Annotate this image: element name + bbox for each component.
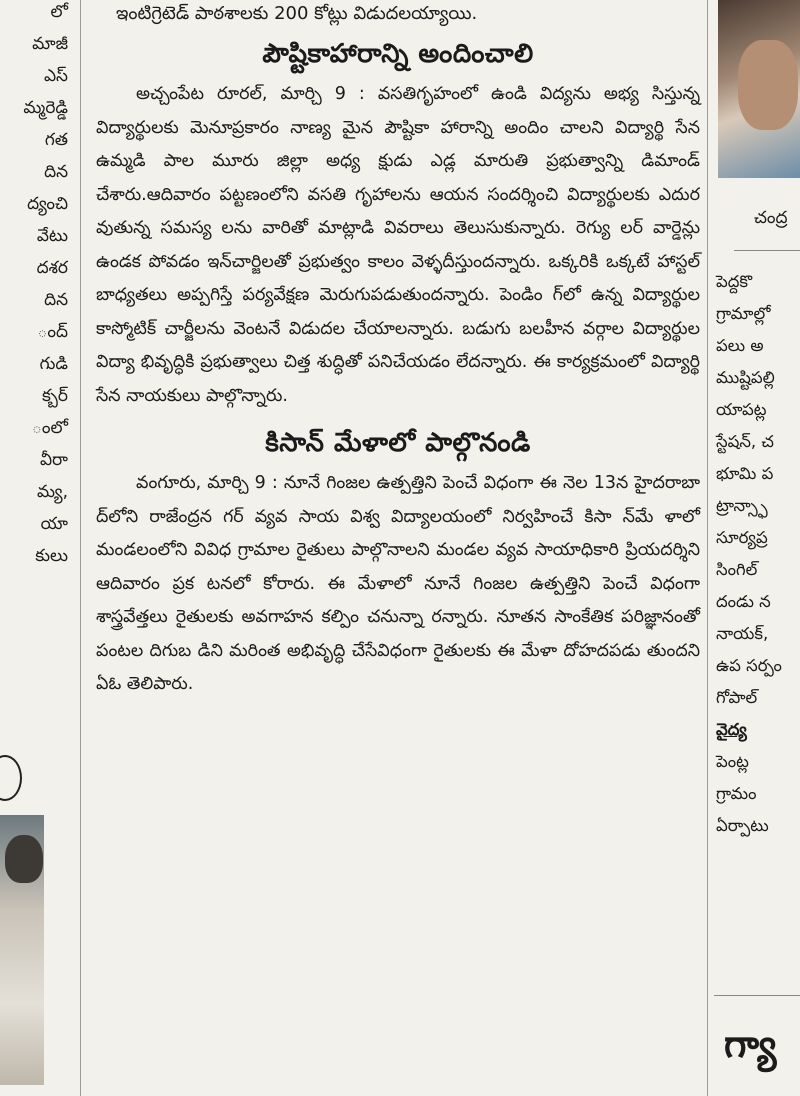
left-fragment-line: మాజీ (32, 34, 68, 54)
right-fragment-line: ట్రాన్స్ఫా (716, 496, 768, 515)
right-fragment-b-line: గ్రామం (716, 784, 757, 803)
right-fragment-line: యాపట్ల (716, 400, 767, 419)
right-divider (714, 995, 800, 996)
right-fragments-group-2 (716, 746, 800, 842)
right-fragment-line: సూర్యప్ర (716, 528, 768, 547)
right-column-fragments (716, 266, 800, 842)
right-fragment-line: గ్రామాల్లో (716, 304, 771, 323)
left-fragment-line: యా (40, 514, 68, 534)
left-fragment-line: క్బర్ (41, 386, 68, 406)
left-circle-graphic (0, 755, 22, 801)
right-fragment-line: భూమి ప (716, 464, 774, 483)
right-fragment-line: నాయక్, (716, 624, 769, 643)
right-fragment-line: ఉప సర్పం (716, 656, 782, 675)
article2-body: వంగూరు, మార్చి 9 : నూనే గింజల ఉత్పత్తిని పెంచే విధంగా ఈ నెల 13న హైదరాబా ద్‌లోని రాజేంద్రన గర్ వ్యవ సాయ విశ్వ విద్యాలయంలో నిర్వహించే కిసా న్‌మే ళాలో మండలంలోని వివిధ గ్రామాల రైతులు పాల్గొనాలని మండల వ్యవ సాయాధికారి ప్రియదర్శిని ఆదివారం ప్రక టనలో కోరారు. ఈ మేళాలో నూనే గింజల ఉత్పత్తిని పెంచే విధంగా శాస్త్రవేత్తలు రైతులకు అవగాహన కల్పిం చనున్నా రన్నారు. నూతన సాంకేతిక పరిజ్ఞానంతో పంటల దిగుబ డిని మరింత అభివృద్ధి చేసేవిధంగా రైతులకు ఈ మేళా దోహదపడు తుందని ఏఓ తెలిపారు. (96, 473, 700, 694)
person-face-graphic (738, 40, 798, 130)
left-fragment-line: ద్యంచి (27, 194, 68, 214)
right-column (714, 0, 800, 1096)
left-column-fragments (0, 0, 74, 572)
right-subheadline: వైద్య (716, 720, 747, 739)
person-head-graphic (5, 835, 43, 883)
caption-divider (734, 250, 800, 251)
previous-article-last-line: ఇంటిగ్రెటెడ్ పాఠశాలకు 200 కోట్లు విడుదలయ్యాయి. (116, 3, 478, 24)
column-divider-right (707, 0, 708, 1096)
article1-body: అచ్చంపేట రూరల్, మార్చి 9 : వసతిగృహంలో ఉండి విద్యను అభ్య సిస్తున్న విద్యార్థులకు మెనూప్రకారం నాణ్య మైన పౌష్టికా హారాన్ని అందిం చాలని విద్యార్థి సేన ఉమ్మడి పాల మూరు జిల్లా అధ్య క్షుడు ఎడ్ల మారుతి ప్రభుత్వాన్ని డిమాండ్ చేశారు.ఆదివారం పట్టణంలోని వసతి గృహాలను ఆయన సందర్శించి విద్యార్థులకు ఎదుర వుతున్న సమస్య లను వారితో మాట్లాడి వివరాలు తెలుసుకున్నారు. రెగ్యు లర్ వార్డెన్లు ఉండక పోవడం ఇన్‌చార్జిలతో ప్రభుత్వం కాలం వెళ్ళదీస్తుందన్నారు. ఒక్కరికి ఒక్కటే హాస్టల్ బాధ్యతలు అప్పగిస్తే పర్యవేక్షణ మెరుగుపడుతుందన్నారు. పెండిం గ్‌లో ఉన్న విద్యార్థుల కాస్మోటిక్ చార్జీలను వెంటనే విడుదల చేయాలన్నారు. బడుగు బలహీన వర్గాల విద్యార్థుల విద్యా భివృద్ధికి ప్రభుత్వాలు చిత్త శుద్ధితో పనిచేయడం లేదన్నారు. ఈ కార్యక్రమంలో విద్యార్థి సేన నాయకులు పాల్గొన్నారు. (96, 84, 700, 406)
right-fragment-b-line: పెంట్ల (716, 752, 749, 771)
main-column (96, 0, 700, 1096)
left-fragment-line: దిన (44, 290, 68, 310)
right-fragment-line: దండు న (716, 592, 771, 611)
right-fragment-line: స్టేషన్, చ (716, 432, 774, 451)
right-fragment-line: సింగిల్ (716, 560, 758, 579)
left-fragment-line: వీరా (39, 450, 68, 470)
right-fragments-group-1 (716, 266, 800, 714)
right-fragment-line: పలు అ (716, 336, 764, 355)
left-fragment-line: ంద్ (37, 322, 68, 342)
left-fragment-line: ఎస్ (43, 66, 68, 86)
left-fragment-line: వేటు (36, 226, 68, 246)
article1-headline: పౌష్టికాహారాన్ని అందించాలి (262, 39, 534, 69)
left-fragment-line: దశర (36, 258, 68, 278)
left-fragment-line: దిన (44, 162, 68, 182)
photo-caption: చంద్ర (754, 208, 788, 228)
article2-headline: కిసాన్ మేళాలో పాల్గొనండి (265, 428, 531, 458)
right-fragment-line: ముష్టిపల్లి (716, 368, 775, 387)
right-fragment-b-line: ఏర్పాటు (716, 816, 769, 835)
left-fragment-line: మ్య, (37, 482, 68, 502)
left-fragment-line: లో (50, 2, 68, 22)
right-fragment-line: పెద్దకొ (716, 272, 753, 291)
left-fragment-line: కులు (35, 546, 68, 566)
left-fragment-line: ంలో (32, 418, 68, 438)
left-fragment-line: గత (44, 130, 68, 150)
left-fragment-line: మ్మరెడ్డి (23, 98, 68, 118)
left-photo (0, 815, 44, 1085)
column-divider-left (80, 0, 81, 1096)
left-column (0, 0, 74, 1096)
right-big-headline: గ్యా (724, 1022, 777, 1066)
right-photo (718, 0, 800, 178)
left-fragment-line: గుడి (39, 354, 68, 374)
right-fragment-line: గోపాల్ (716, 688, 758, 707)
